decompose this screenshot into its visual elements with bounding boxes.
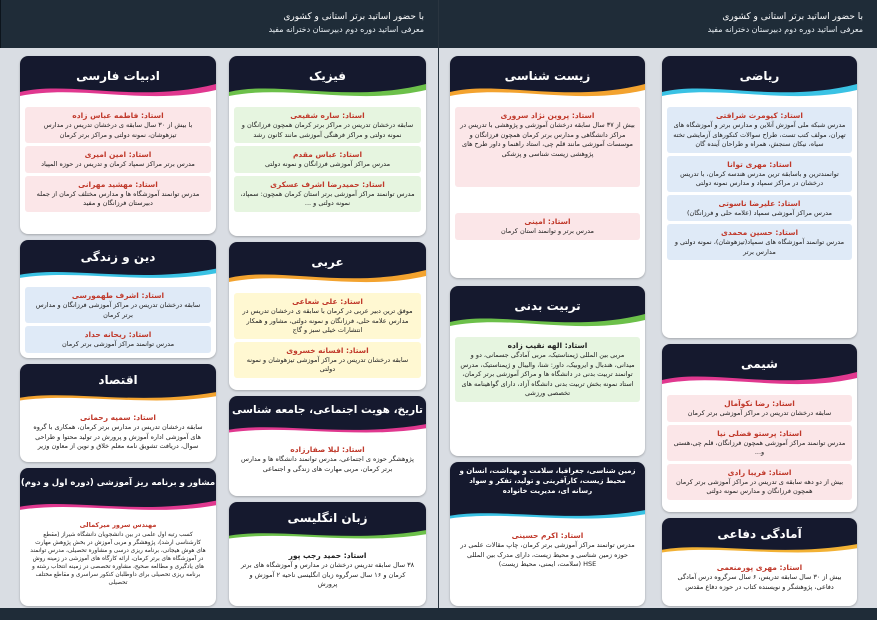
card-title: ادبیات فارسی xyxy=(76,69,160,83)
teacher-entry xyxy=(667,464,852,500)
teacher-desc: مدرس برتر مراکز سمپاد کرمان و تدریس در حوزه المپیاد xyxy=(41,160,195,168)
card-chemistry xyxy=(662,344,857,512)
header-wave xyxy=(662,78,857,104)
card-header xyxy=(229,242,426,290)
card-geology-general xyxy=(450,462,645,606)
teacher-desc: سابقه درخشان تدریس در مدارس برتر کرمان، همکاری با گروه های آموزشی اداره آموزش و پرورش در تولید محتوا و طراحی سوال، دریافت تشویق نامه معلم خلاق و نوین از معاون وزیر xyxy=(33,423,203,450)
teacher-entry xyxy=(455,337,640,402)
teacher-desc: کسب رتبه اول علمی در بین دانشجویان دانشگاه شیراز (مقطع کارشناسی ارشد)، پژوهشگر و مربی آموزش در بخش پژوهش مهارت های هوش هیجانی، برنامه ریزی درسی و مشاوره تحصیلی، مدرس توانمند در آموزشگاه های برتر کرمان، ارائه کارگاه های آموزشی در زمینه روش های یادگیری و مطالعه صحیح، مشاوره تخصصی در زمینه انتخاب رشته و برنامه ریزی تحصیلی برای داوطلبان کنکور سراسری و مقاطع مختلف تحصیلی xyxy=(30,532,206,586)
teacher-desc: مربی بین المللی ژیمناستیک، مربی آمادگی جسمانی، دو و میدانی، هندبال و ایروبیک، داور: شنا، والیبال و ژیمناستیک، مدرس توانمند تربیت بدنی در دانشگاه ها و مراکز آموزشی برتر کرمان، استاد نمونه بخش تربیت بدنی دانشگاه آزاد، دارای گواهینامه های تخصصی ورزشی xyxy=(460,351,635,397)
card-header xyxy=(20,468,216,516)
footer-bar xyxy=(0,608,877,620)
teacher-name: استاد: سمیه رحمانی xyxy=(80,413,156,422)
card-counseling xyxy=(20,468,216,606)
teacher-entry xyxy=(234,146,421,173)
teacher-name: استاد: اشرف طهمورسی xyxy=(71,291,165,300)
teacher-desc: ۳۸ سال سابقه تدریس درخشان در مدارس و آموزشگاه های برتر کرمان و ۱۶ سال سرگروه زبان انگلیسی ناحیه ۲ آموزش و پرورش xyxy=(240,561,415,588)
teacher-name: استاد: کیومرث شرافتی xyxy=(715,111,804,120)
card-header xyxy=(450,462,645,524)
card-title: زمین شناسی، جغرافیا، سلامت و بهداشت، انسان و محیط زیست، کارآفرینی و تولید، تفکر و سواد رسانه ای، مدیریت خانواده xyxy=(459,467,636,495)
header-wave xyxy=(20,78,216,104)
header-left xyxy=(0,0,438,48)
card-title: آمادگی دفاعی xyxy=(717,527,802,541)
teacher-entry xyxy=(25,409,211,455)
card-religion xyxy=(20,240,216,358)
teacher-entry xyxy=(234,293,421,339)
teacher-entry xyxy=(667,195,852,222)
teacher-desc: سابقه درخشان تدریس در مراکز آموزشی برتر کرمان xyxy=(687,409,832,417)
teacher-entry xyxy=(234,441,421,477)
card-title: ریاضی xyxy=(739,69,780,83)
card-header xyxy=(229,56,426,104)
header-wave xyxy=(229,526,426,544)
card-title: مشاور و برنامه ریز آموزشی (دوره اول و دوم) xyxy=(20,478,216,488)
teacher-entry xyxy=(25,176,211,212)
header-line1-right: با حضور اساتید برتر استانی و کشوری xyxy=(722,12,863,22)
teacher-name: استاد: حسین محمدی xyxy=(720,228,799,237)
card-header xyxy=(662,518,857,558)
header-line2-left: معرفی اساتید دوره دوم دبیرستان دخترانه مفید xyxy=(268,25,424,34)
teacher-entry xyxy=(234,176,421,212)
teacher-name: استاد: پروین نژاد سروری xyxy=(500,111,595,120)
teacher-desc: با بیش از ۳۰ سال سابقه ی درخشان تدریس در مدارس تیزهوشان، نمونه دولتی و مراکز برتر کرمان xyxy=(43,121,193,139)
teacher-desc: توانمندترین و باسابقه ترین مدرس هندسه کرمان، با تدریس درخشان در مراکز سمپاد و مدارس نمونه دولتی xyxy=(680,169,839,187)
card-economy xyxy=(20,364,216,462)
header-line2-right: معرفی اساتید دوره دوم دبیرستان دخترانه مفید xyxy=(707,25,863,34)
teacher-name: استاد: امینی xyxy=(524,217,571,226)
teacher-entry xyxy=(25,287,211,323)
teacher-desc: بیش از ۳۷ سال سابقه درخشان آموزشی و پژوهشی با تدریس در مراکز دانشگاهی و مدارس برتر کرمان همچون فرزانگان و موسسات آموزشی مانند قلم چی، استاد راهنما و داور طرح های پژوهشی زیست شناسی و پزشکی xyxy=(460,121,635,158)
teacher-entry xyxy=(667,395,852,422)
teacher-desc: مدرس مراکز آموزشی سمپاد (علامه حلی و فرزانگان) xyxy=(687,208,832,217)
teacher-name: استاد: ساره شفیعی xyxy=(290,111,365,120)
teacher-entry xyxy=(234,342,421,378)
teacher-entry xyxy=(667,559,852,595)
card-physical-education xyxy=(450,286,645,456)
teacher-entry xyxy=(455,213,640,240)
teacher-name: استاد: فاطمه عباس زاده xyxy=(72,111,164,120)
teacher-name: استاد: امین امیری xyxy=(84,150,152,159)
teacher-name: استاد: مهشید مهرانی xyxy=(78,179,158,189)
teacher-desc: مدرس توانمند مراکز آموزشی برتر استان کرمان همچون: سمپاد، نمونه دولتی و ... xyxy=(240,189,415,207)
teacher-name: استاد: الهه نقیب زاده xyxy=(507,341,588,350)
header-wave xyxy=(20,264,216,284)
teacher-desc: بیش از دو دهه سابقه ی تدریس در مراکز آموزشی برتر کرمان همچون فرزانگان و مدارس نمونه دولتی xyxy=(675,477,844,495)
card-header xyxy=(229,502,426,544)
teacher-entry xyxy=(667,425,852,461)
teacher-name: استاد: اکرم حسینی xyxy=(511,531,584,540)
teacher-name: استاد: مهری پورمنعمی xyxy=(716,563,803,572)
card-arabic xyxy=(229,242,426,390)
teacher-name: استاد: ریحانه حداد xyxy=(84,330,152,339)
teacher-name: استاد: حمید رجب پور xyxy=(288,551,367,560)
page-fold xyxy=(438,0,439,620)
card-title: فیزیک xyxy=(308,69,346,83)
teacher-desc: مدرس توانمند مراکز آموزشی همچون فرزانگان، قلم چی،هستی و... xyxy=(673,438,846,456)
teacher-desc: مدرس توانمند آموزشگاه ها و مدارس مختلف کرمان از جمله دبیرستان فرزانگان و مفید xyxy=(36,189,200,207)
card-title: شیمی xyxy=(741,357,778,371)
teacher-desc: مدرس توانمند مراکز آموزشی برتر کرمان، چاپ مقالات علمی در حوزه زمین شناسی و محیط زیست، دارای مدرک بین المللی HSE (سلامت، ایمنی، محیط زیست) xyxy=(460,541,635,568)
teacher-desc: پژوهشگر حوزه ی اجتماعی، مدرس توانمند دانشگاه ها و مدارس برتر کرمان، مربی مهارت های زندگی و اجتماعی xyxy=(241,455,414,473)
teacher-entry xyxy=(25,146,211,173)
header-wave xyxy=(450,78,645,104)
teacher-entry xyxy=(234,547,421,593)
teacher-desc: مدرس مراکز آموزشی فرزانگان و نمونه دولتی xyxy=(264,160,391,168)
teacher-name: استاد: فریبا رادی xyxy=(727,467,792,477)
teacher-desc: مدرس توانمند مراکز آموزشی برتر کرمان xyxy=(61,340,175,348)
teacher-entry xyxy=(455,527,640,573)
card-header xyxy=(20,364,216,406)
card-header xyxy=(450,286,645,334)
card-title: تربیت بدنی xyxy=(514,299,581,313)
teacher-name: استاد: لیلا صفارزاده xyxy=(290,445,365,454)
teacher-entry xyxy=(25,517,211,590)
header-right xyxy=(439,0,877,48)
teacher-desc: سابقه درخشان تدریس در مراکز برتر کرمان همچون فرزانگان و نمونه دولتی و مراکز فرهنگی آموزشی مانند کانون رشد xyxy=(241,121,414,139)
card-header xyxy=(450,56,645,104)
header-wave xyxy=(229,420,426,438)
teacher-name: استاد: حمیدرضا اشرف عسکری xyxy=(270,179,385,189)
card-title: عربی xyxy=(311,255,344,269)
card-persian-literature xyxy=(20,56,216,234)
teacher-desc: سابقه درخشان تدریس در مراکز آموزشی فرزانگان و مدارس برتر کرمان xyxy=(35,301,201,319)
teacher-name: استاد: علیرضا ناسوتی xyxy=(718,198,801,208)
header-wave xyxy=(450,506,645,524)
teacher-name: استاد: عباس مقدم xyxy=(292,150,363,159)
header-wave xyxy=(229,264,426,290)
card-header xyxy=(662,56,857,104)
header-wave xyxy=(662,366,857,392)
teacher-name: استاد: مهری توانا xyxy=(727,159,792,169)
teacher-entry xyxy=(25,326,211,353)
card-title: زیست شناسی xyxy=(504,69,591,83)
teacher-desc: مدرس توانمند آموزشگاه های سمپاد(تیزهوشان)، نمونه دولتی و مدارس برتر xyxy=(674,238,845,256)
card-physics xyxy=(229,56,426,236)
teacher-entry xyxy=(455,107,640,187)
teacher-entry xyxy=(667,156,852,192)
card-title: تاریخ، هویت اجتماعی، جامعه شناسی xyxy=(232,404,423,416)
card-header xyxy=(20,240,216,284)
header-wave xyxy=(20,388,216,406)
teacher-name: استاد: رضا نکوآمال xyxy=(724,399,795,408)
teacher-desc: موفق ترین دبیر عربی در کرمان با سابقه ی درخشان تدریس در مدارس علامه حلی، فرزانگان و نمونه دولتی، مشاور و همکار انتشارات خیلی سبز و گاج xyxy=(242,307,413,334)
teacher-desc: بیش از ۳۰ سال سابقه تدریس، ۶ سال سرگروه درس آمادگی دفاعی، پژوهشگر و نویسنده کتاب در حوزه دفاع مقدس xyxy=(677,573,842,591)
teacher-desc: مدرس برتر و توانمند استان کرمان xyxy=(500,227,595,235)
teacher-name: مهندس سرور میرکمالی xyxy=(79,521,157,529)
header-wave xyxy=(450,308,645,334)
header-wave xyxy=(20,496,216,516)
card-title: دین و زندگی xyxy=(80,250,156,264)
card-biology xyxy=(450,56,645,278)
teacher-name: استاد: افسانه خسروی xyxy=(286,345,369,355)
card-title: زبان انگلیسی xyxy=(287,511,368,525)
teacher-desc: مدرس شبکه ملی آموزش آنلاین و مدارس برتر و آموزشگاه های تهران، مولف کتب تست، طراح سوالات کنکورهای آزمایشی تخته سیاه، نیکان سنجش، همراه و طراحان آینده گان xyxy=(673,121,846,148)
teacher-name: استاد: پرستو فضلی نیا xyxy=(717,428,802,438)
header-wave xyxy=(229,78,426,104)
teacher-entry xyxy=(667,224,852,260)
teacher-entry xyxy=(25,107,211,143)
card-header xyxy=(20,56,216,104)
header-wave xyxy=(662,540,857,558)
teacher-entry xyxy=(667,107,852,153)
card-english xyxy=(229,502,426,606)
card-math xyxy=(662,56,857,338)
card-history xyxy=(229,396,426,496)
header-line1-left: با حضور اساتید برتر استانی و کشوری xyxy=(283,12,424,22)
teacher-entry xyxy=(234,107,421,143)
card-header xyxy=(229,396,426,438)
card-title: اقتصاد xyxy=(98,373,138,387)
card-header xyxy=(662,344,857,392)
teacher-desc: سابقه درخشان تدریس در مراکز آموزشی تیزهوشان و نمونه دولتی xyxy=(246,355,409,373)
card-defense xyxy=(662,518,857,606)
teacher-name: استاد: علی شعاعی xyxy=(292,297,363,306)
